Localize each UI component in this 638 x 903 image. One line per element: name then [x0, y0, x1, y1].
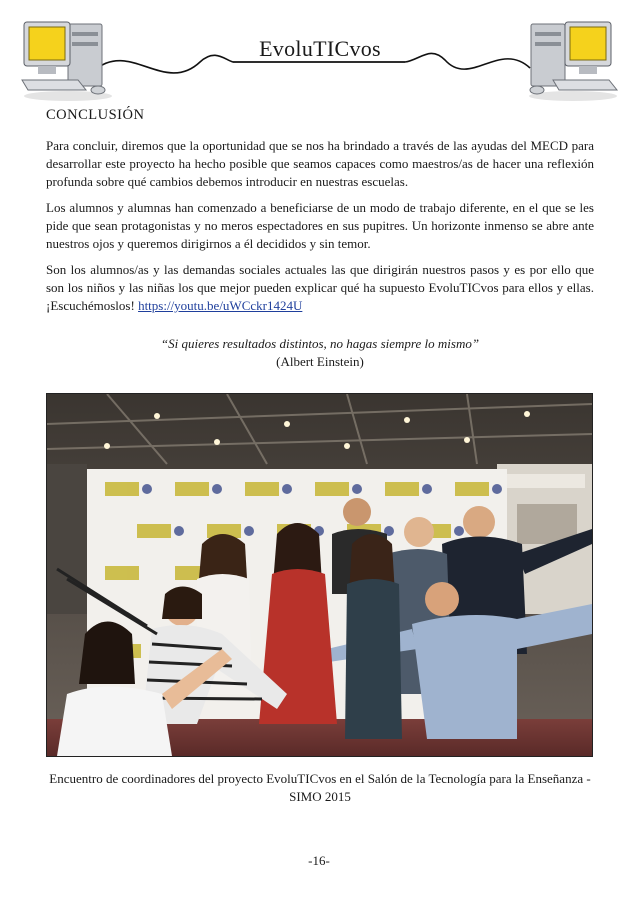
group-photo [46, 393, 593, 757]
quote-text: “Si quieres resultados distintos, no hagas siempre lo mismo” [160, 336, 480, 351]
paragraph-intro: Para concluir, diremos que la oportunidad que se nos ha brindado a través de las ayudas del MECD para desarrollar este proyecto ha hecho posible que seamos capaces como maestros/as de hacer una reflexión profunda sobre qué cambios debemos introducir en nuestras escuelas. [46, 138, 594, 189]
quote-author: (Albert Einstein) [276, 354, 364, 369]
computer-icon [20, 18, 115, 108]
section-title: CONCLUSIÓN [46, 107, 145, 123]
youtube-link[interactable]: https://youtu.be/uWCckr1424U [138, 298, 303, 313]
paragraph-students: Los alumnos y alumnas han comenzado a beneficiarse de un modo de trabajo diferente, en el que se les pide que sean protagonistas y no meros espectadores en sus pupitres. Un horizonte inmenso se abre ante nuestros ojos y queremos dirigirnos a él decididos y sin temor. [46, 200, 594, 251]
paragraph-listen [46, 261, 594, 315]
computer-icon [525, 18, 620, 108]
photo-caption: Encuentro de coordinadores del proyecto EvoluTICvos en el Salón de la Tecnología para la Enseñanza - SIMO 2015 [49, 771, 591, 804]
page-number: -16- [308, 853, 330, 868]
paragraph-listen-text: Son los alumnos/as y las demandas sociales actuales las que dirigirán nuestros pasos y es por ello que son los niños y las niñas los que mejor pueden explicar qué ha supuesto EvoluTICvos para ellos y ellas. ¡Escuchémoslos! [46, 262, 594, 313]
document-title: EvoluTICvos [259, 36, 381, 61]
quote-block [100, 335, 540, 371]
